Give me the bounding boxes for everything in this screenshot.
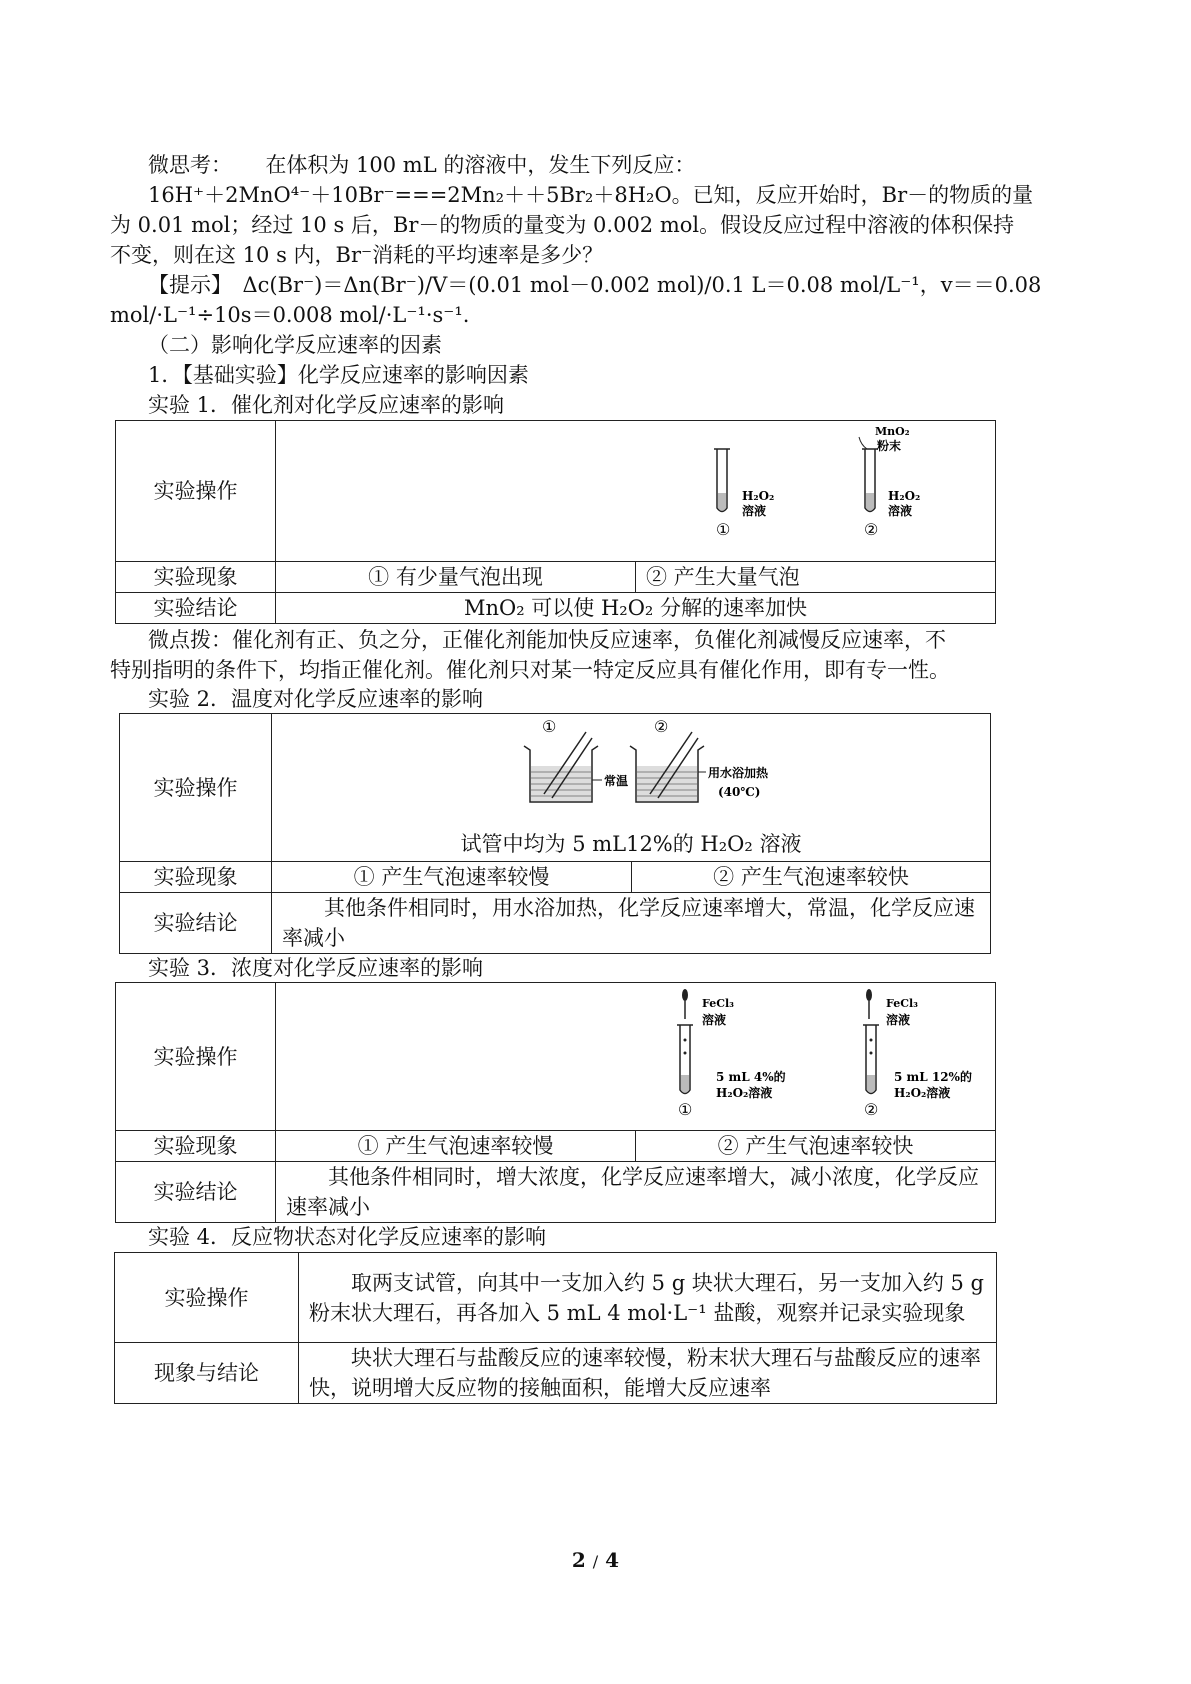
exp3-operation-label: 实验操作 (116, 983, 276, 1131)
exp3-test-tubes-figure (536, 985, 918, 1125)
micro-think-label: 微思考： (148, 153, 232, 177)
exp2-operation-label: 实验操作 (120, 714, 272, 862)
section-heading: （二）影响化学反应速率的因素 (148, 333, 442, 357)
exp3-conclusion-label: 实验结论 (116, 1162, 276, 1223)
exp3-solution-label-1: 溶液 (702, 1013, 727, 1027)
hint-line: 【提示】 Δc(Br⁻)＝Δn(Br⁻)/V＝(0.01 mol－0.002 mol)/0.1 L＝0.08 mol/L⁻¹，v＝＝0.08 (148, 273, 1042, 297)
exp4-title: 实验 4．反应物状态对化学反应速率的影响 (148, 1225, 547, 1249)
exp4-operation: 取两支试管，向其中一支加入约 5 g 块状大理石，另一支加入约 5 g 粉末状大理石，再各加入 5 mL 4 mol·L⁻¹ 盐酸，观察并记录实验现象 (299, 1253, 997, 1343)
exp3-conc-label-1: 5 mL 4%的 (716, 1070, 786, 1084)
question-line-4: 不变，则在这 10 s 内，Br⁻消耗的平均速率是多少？ (110, 243, 604, 267)
page-separator: / (592, 1552, 599, 1571)
exp3-figure-cell (276, 983, 996, 1131)
exp3-h2o2-label-2: H₂O₂溶液 (894, 1086, 951, 1100)
test-tube-3-icon (677, 1025, 693, 1094)
exp3-fecl3-label-2: FeCl₃ (886, 997, 918, 1010)
exp1-h2o2-label-2: H₂O₂ (888, 489, 921, 503)
exp1-table (115, 420, 996, 624)
exp3-conclusion: 其他条件相同时，增大浓度，化学反应速率增大，减小浓度，化学反应速率减小 (276, 1162, 996, 1223)
test-tube-4-icon (863, 1025, 879, 1094)
dropper-1-icon (682, 989, 688, 1019)
exp2-conclusion-label: 实验结论 (120, 893, 272, 954)
exp4-table (114, 1252, 997, 1404)
exp3-conc-label-2: 5 mL 12%的 (894, 1070, 972, 1084)
exp4-operation-label: 实验操作 (115, 1253, 299, 1343)
beaker-1-icon (524, 732, 602, 802)
exp3-phenomenon-label: 实验现象 (116, 1131, 276, 1162)
page-total: 4 (605, 1548, 620, 1572)
exp4-result: 块状大理石与盐酸反应的速率较慢，粉末状大理石与盐酸反应的速率快，说明增大反应物的接触面积，能增大反应速率 (299, 1343, 997, 1404)
exp3-title: 实验 3．浓度对化学反应速率的影响 (148, 956, 484, 980)
exp1-solution-label-2: 溶液 (888, 504, 913, 518)
exp2-conclusion: 其他条件相同时，用水浴加热，化学反应速率增大，常温，化学反应速率减小 (272, 893, 991, 954)
page-current: 2 (571, 1548, 586, 1572)
test-tube-2-icon (859, 437, 878, 512)
exp3-table (115, 982, 996, 1223)
exp1-conclusion-label: 实验结论 (116, 593, 276, 624)
exp1-title: 实验 1．催化剂对化学反应速率的影响 (148, 393, 505, 417)
exp2-phenomenon-left: ① 产生气泡速率较慢 (272, 862, 632, 893)
exp2-number-2: ② (654, 717, 669, 736)
exp3-phenomenon-left: ① 产生气泡速率较慢 (276, 1131, 636, 1162)
tip-line-2: 特别指明的条件下，均指正催化剂。催化剂只对某一特定反应具有催化作用，即有专一性。 (110, 658, 950, 682)
exp3-phenomenon-right: ② 产生气泡速率较快 (636, 1131, 996, 1162)
exp2-title: 实验 2．温度对化学反应速率的影响 (148, 687, 484, 711)
exp1-mno2-label: MnO₂ (875, 425, 910, 438)
exp2-phenomenon-right: ② 产生气泡速率较快 (632, 862, 991, 893)
hint-line-2: mol/·L⁻¹÷10s＝0.008 mol/·L⁻¹·s⁻¹. (110, 303, 470, 327)
exp2-note: 试管中均为 5 mL12%的 H₂O₂ 溶液 (460, 832, 802, 856)
exp1-phenomenon-left: ① 有少量气泡出现 (276, 562, 636, 593)
exp1-solution-label-1: 溶液 (742, 504, 767, 518)
exp2-heating-label: 用水浴加热 (708, 766, 769, 780)
exp2-phenomenon-label: 实验现象 (120, 862, 272, 893)
exp2-beakers-figure (522, 716, 822, 821)
exp2-room-temp-label: 常温 (604, 774, 629, 788)
exp4-result-label: 现象与结论 (115, 1343, 299, 1404)
exp1-h2o2-label-1: H₂O₂ (742, 489, 775, 503)
exp1-conclusion: MnO₂ 可以使 H₂O₂ 分解的速率加快 (276, 593, 996, 624)
exp1-phenomenon-right: ② 产生大量气泡 (636, 562, 996, 593)
tip-line-1: 微点拨：催化剂有正、负之分，正催化剂能加快反应速率，负催化剂减慢反应速率，不 (148, 628, 946, 652)
question-line-3: 为 0.01 mol；经过 10 s 后，Br－的物质的量变为 0.002 mol。假设反应过程中溶液的体积保持 (110, 213, 1015, 237)
page-number (0, 1548, 1191, 1572)
exp3-number-1: ① (678, 1100, 693, 1119)
exp1-number-1: ① (716, 520, 731, 539)
micro-think-line (148, 150, 695, 180)
exp3-number-2: ② (864, 1100, 879, 1119)
micro-think-text: 在体积为 100 mL 的溶液中，发生下列反应： (265, 153, 696, 177)
exp3-test-tube-2-figure (846, 985, 986, 1125)
equation-line: 16H⁺＋2MnO⁴⁻＋10Br⁻===2Mn₂＋＋5Br₂＋8H₂O。已知，反应开始时，Br－的物质的量 (148, 183, 1034, 207)
exp1-operation-label: 实验操作 (116, 421, 276, 562)
exp1-figure-cell (276, 421, 996, 562)
exp2-number-1: ① (542, 717, 557, 736)
exp2-figure-cell (272, 714, 991, 862)
exp1-test-tubes-figure (546, 423, 921, 558)
exp2-temperature-label: (40℃) (718, 785, 761, 799)
exp3-solution-label-2: 溶液 (886, 1013, 911, 1027)
exp1-phenomenon-label: 实验现象 (116, 562, 276, 593)
beaker-2-icon (630, 732, 706, 802)
exp3-fecl3-label-1: FeCl₃ (702, 997, 734, 1010)
basic-experiment-heading: 1．【基础实验】化学反应速率的影响因素 (148, 363, 529, 387)
test-tube-1-icon (714, 449, 730, 512)
exp3-h2o2-label-1: H₂O₂溶液 (716, 1086, 773, 1100)
exp2-table (119, 713, 991, 954)
exp1-number-2: ② (864, 520, 879, 539)
exp1-powder-label: 粉末 (877, 439, 902, 453)
